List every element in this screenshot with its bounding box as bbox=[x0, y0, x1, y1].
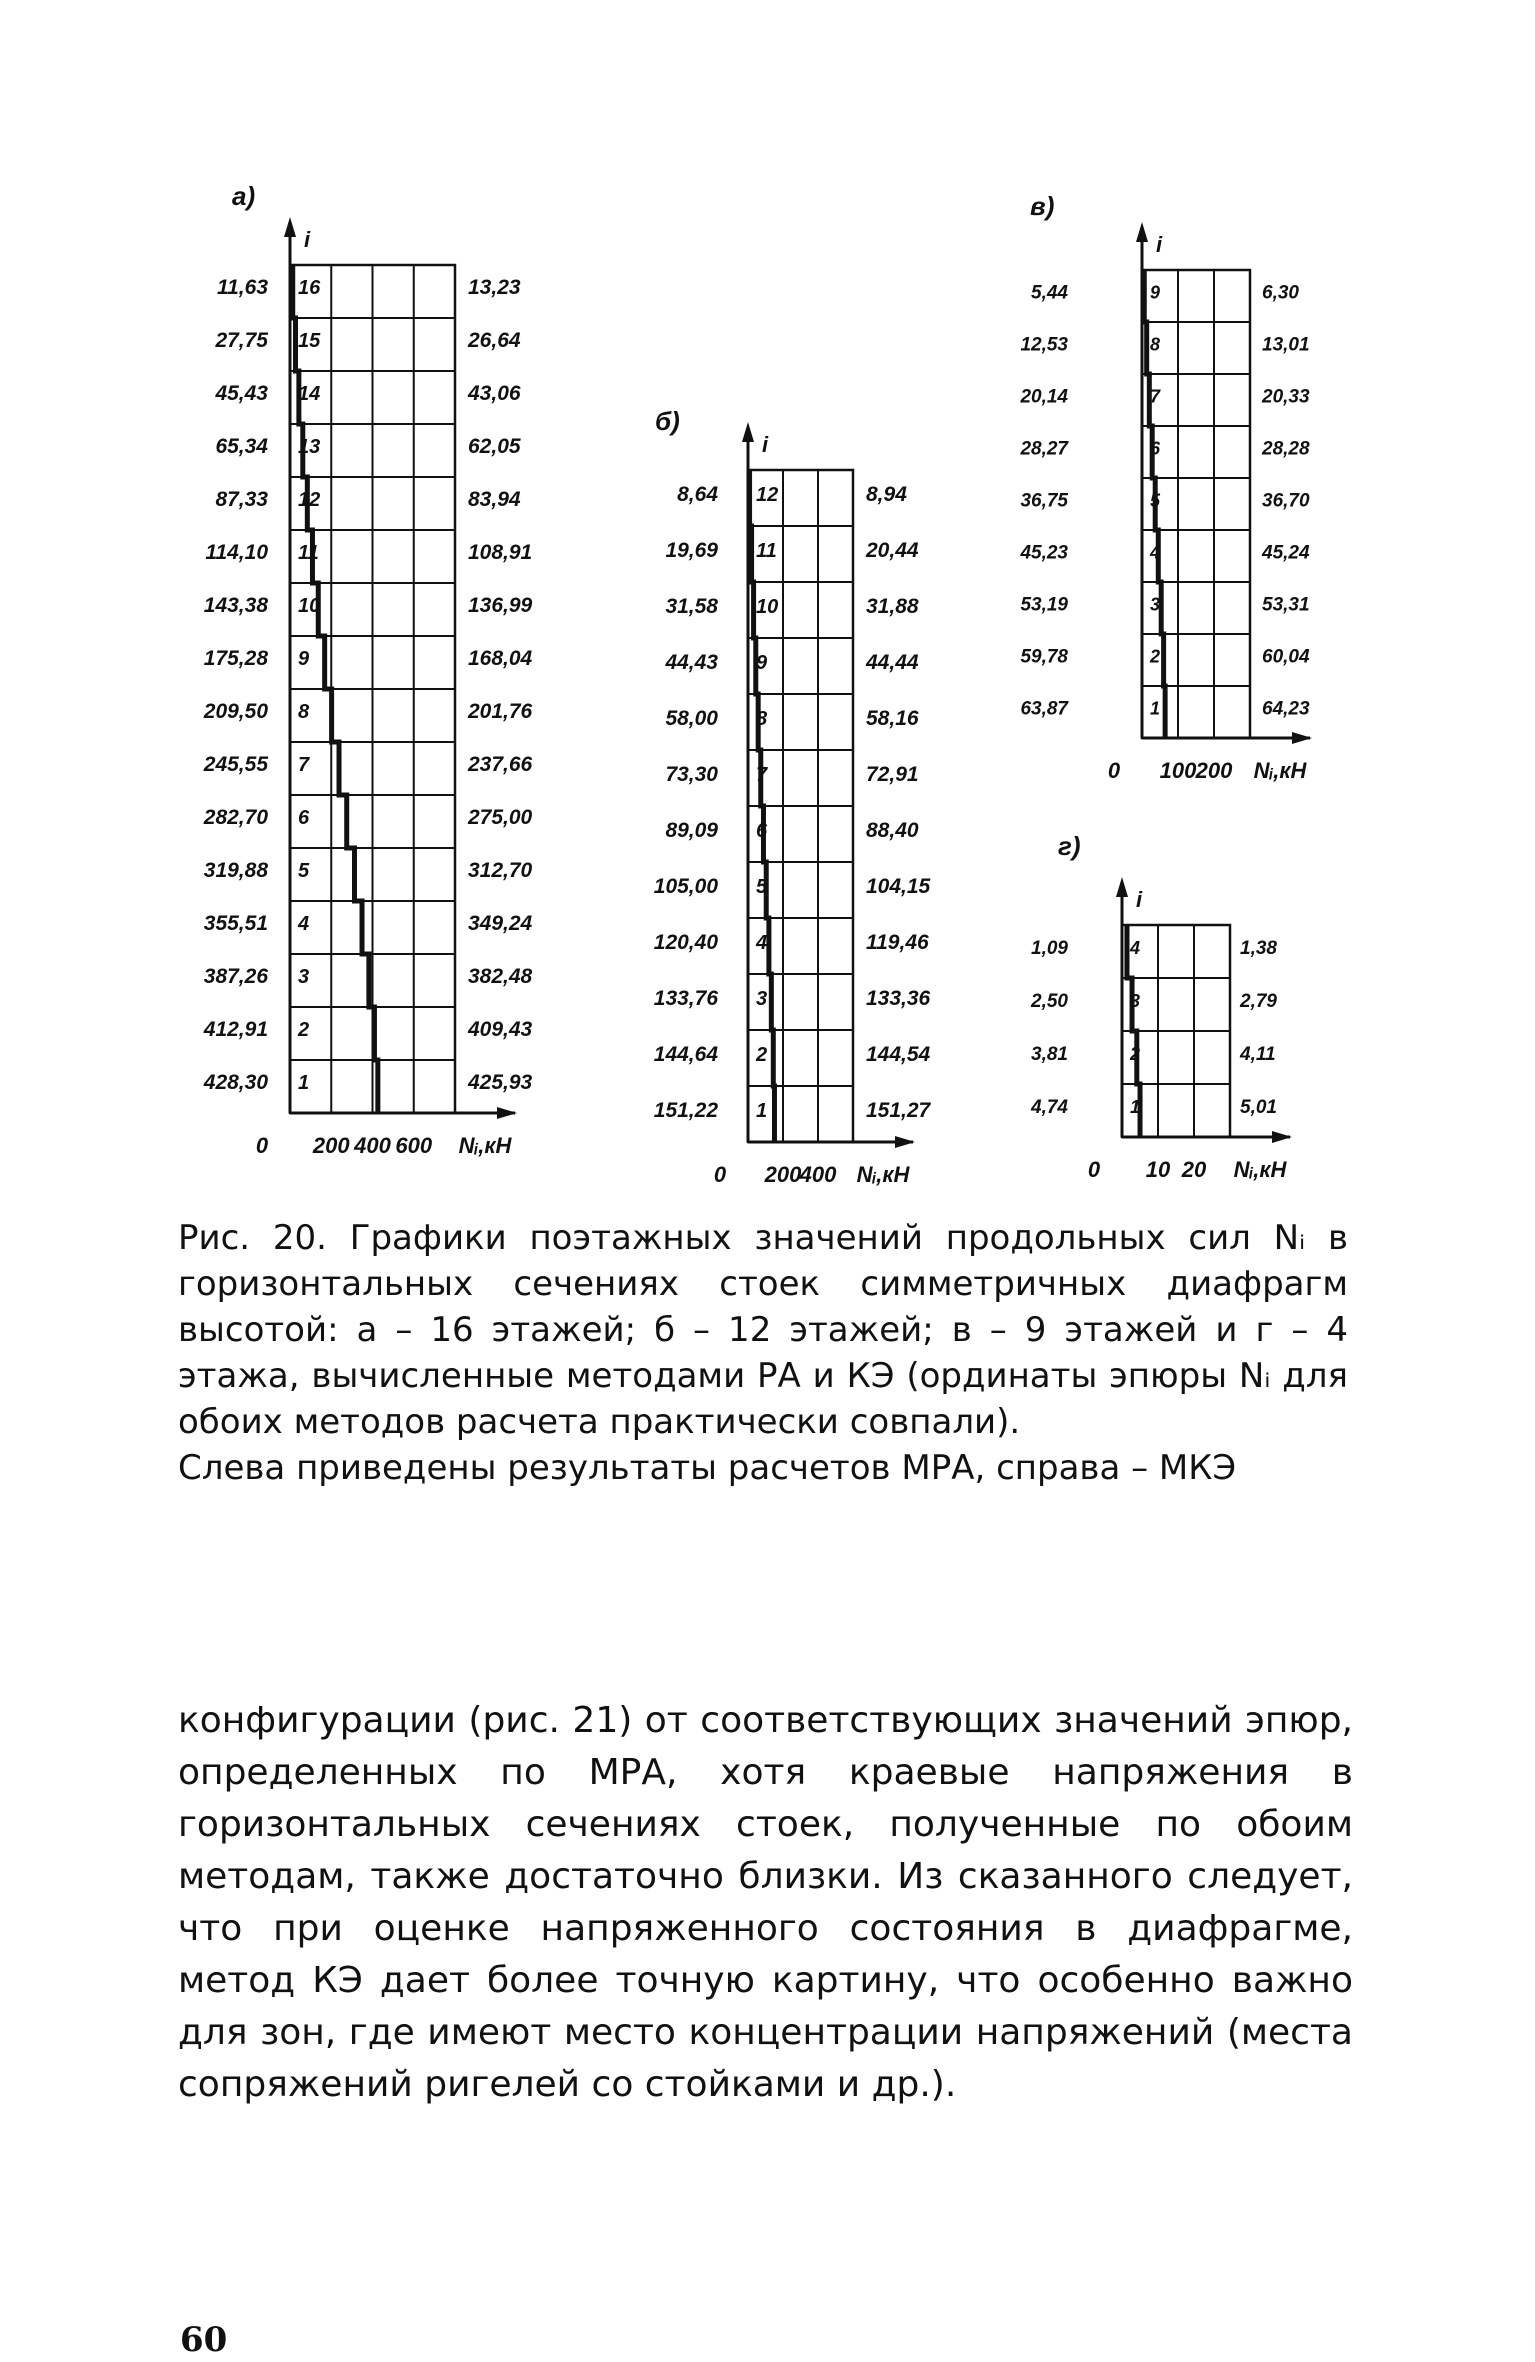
mra-value-label: 412,91 bbox=[203, 1018, 268, 1042]
y-axis-arrow bbox=[1136, 222, 1148, 242]
mra-value-label: 27,75 bbox=[215, 329, 268, 353]
mra-value-label: 355,51 bbox=[203, 912, 268, 936]
floor-number: 15 bbox=[298, 330, 321, 353]
mra-value-label: 387,26 bbox=[203, 965, 268, 989]
x-axis-label: Nᵢ,кН bbox=[1233, 1157, 1287, 1182]
floor-number: 6 bbox=[298, 807, 310, 830]
floor-number: 5 bbox=[756, 875, 768, 898]
mra-value-label: 2,50 bbox=[1031, 991, 1068, 1013]
x-tick-label: 200 bbox=[764, 1162, 802, 1187]
floor-number: 1 bbox=[756, 1099, 768, 1122]
mke-value-label: 53,31 bbox=[1262, 594, 1310, 616]
mke-value-label: 425,93 bbox=[468, 1071, 533, 1095]
mra-value-label: 114,10 bbox=[205, 541, 268, 565]
x-tick-label: 200 bbox=[1195, 758, 1233, 783]
mke-value-label: 60,04 bbox=[1262, 646, 1310, 668]
mke-value-label: 8,94 bbox=[866, 482, 907, 506]
mke-value-label: 104,15 bbox=[866, 874, 931, 898]
x-tick-label: 10 bbox=[1145, 1157, 1171, 1182]
mke-value-label: 312,70 bbox=[468, 859, 533, 883]
floor-number: 11 bbox=[756, 539, 777, 562]
mra-value-label: 428,30 bbox=[203, 1071, 268, 1095]
floor-number: 5 bbox=[298, 860, 310, 883]
panel-label: в) bbox=[1030, 191, 1055, 221]
mra-value-label: 1,09 bbox=[1031, 938, 1068, 960]
floor-number: 2 bbox=[1130, 1044, 1141, 1065]
floor-number: 1 bbox=[298, 1072, 310, 1095]
x-axis-arrow bbox=[1272, 1131, 1292, 1143]
floor-number: 4 bbox=[756, 931, 768, 954]
mke-value-label: 20,33 bbox=[1262, 386, 1310, 408]
mke-value-label: 1,38 bbox=[1240, 938, 1277, 960]
floor-number: 8 bbox=[1150, 334, 1161, 355]
mke-value-label: 4,11 bbox=[1240, 1044, 1276, 1066]
mke-value-label: 275,00 bbox=[468, 806, 533, 830]
caption-line-1: Рис. 20. Графики поэтажных значений продольных сил Nᵢ в горизонтальных сечениях стоек симметричных диафрагм высотой: а – 16 этажей; б – 12 этажей; в – 9 этажей и г – 4 этажа, вычисленные методами РА и КЭ (ординаты эпюры Nᵢ для обоих методов расчета практически совпали). bbox=[178, 1218, 1348, 1442]
floor-number: 10 bbox=[298, 595, 321, 618]
mke-value-label: 20,44 bbox=[866, 538, 919, 562]
x-tick-label: 0 bbox=[255, 1133, 269, 1158]
mke-value-label: 136,99 bbox=[468, 594, 533, 618]
floor-number: 5 bbox=[1150, 490, 1161, 511]
x-tick-label: 200 bbox=[312, 1133, 350, 1158]
panel-label: а) bbox=[232, 181, 256, 211]
mra-value-label: 151,22 bbox=[653, 1098, 718, 1122]
mra-value-label: 319,88 bbox=[203, 859, 268, 883]
axis-i-label: i bbox=[304, 227, 311, 252]
mke-value-label: 43,06 bbox=[468, 382, 521, 406]
y-axis-arrow bbox=[284, 217, 296, 237]
mke-value-label: 28,28 bbox=[1262, 438, 1310, 460]
floor-number: 12 bbox=[756, 483, 779, 506]
mra-value-label: 133,76 bbox=[653, 986, 718, 1010]
panel-label: б) bbox=[655, 406, 680, 436]
x-tick-label: 600 bbox=[395, 1133, 433, 1158]
mke-value-label: 13,01 bbox=[1262, 334, 1310, 356]
floor-number: 7 bbox=[756, 763, 768, 786]
mke-value-label: 13,23 bbox=[468, 276, 521, 300]
mra-value-label: 53,19 bbox=[1020, 594, 1068, 616]
mra-value-label: 87,33 bbox=[215, 488, 268, 512]
floor-number: 6 bbox=[1150, 438, 1161, 459]
mke-value-label: 44,44 bbox=[866, 650, 919, 674]
mra-value-label: 282,70 bbox=[203, 806, 268, 830]
mra-value-label: 209,50 bbox=[203, 700, 268, 724]
floor-number: 12 bbox=[298, 489, 321, 512]
mke-value-label: 168,04 bbox=[468, 647, 533, 671]
mra-value-label: 36,75 bbox=[1020, 490, 1068, 512]
x-tick-label: 400 bbox=[799, 1162, 837, 1187]
floor-number: 1 bbox=[1130, 1097, 1141, 1118]
mra-value-label: 143,38 bbox=[203, 594, 268, 618]
mke-value-label: 108,91 bbox=[468, 541, 533, 565]
mke-value-label: 349,24 bbox=[468, 912, 533, 936]
mke-value-label: 83,94 bbox=[468, 488, 521, 512]
mra-value-label: 19,69 bbox=[665, 538, 718, 562]
mke-value-label: 133,36 bbox=[866, 986, 931, 1010]
page-number: 60 bbox=[180, 2320, 228, 2360]
floor-number: 9 bbox=[1150, 282, 1161, 303]
axis-i-label: i bbox=[1136, 887, 1143, 912]
floor-number: 10 bbox=[756, 595, 779, 618]
floor-number: 14 bbox=[298, 383, 321, 406]
x-axis-label: Nᵢ,кН bbox=[458, 1133, 512, 1158]
floor-number: 7 bbox=[298, 754, 310, 777]
mra-value-label: 63,87 bbox=[1020, 698, 1068, 720]
mke-value-label: 409,43 bbox=[468, 1018, 533, 1042]
x-axis-arrow bbox=[1292, 732, 1312, 744]
mra-value-label: 58,00 bbox=[665, 706, 718, 730]
floor-number: 1 bbox=[1150, 698, 1161, 719]
mra-value-label: 20,14 bbox=[1020, 386, 1068, 408]
mra-value-label: 144,64 bbox=[653, 1042, 718, 1066]
mra-value-label: 89,09 bbox=[665, 818, 718, 842]
x-tick-label: 0 bbox=[1087, 1157, 1101, 1182]
floor-number: 6 bbox=[756, 819, 768, 842]
x-axis-arrow bbox=[895, 1136, 915, 1148]
x-tick-label: 0 bbox=[1107, 758, 1121, 783]
floor-number: 2 bbox=[298, 1019, 310, 1042]
mra-value-label: 12,53 bbox=[1020, 334, 1068, 356]
mke-value-label: 72,91 bbox=[866, 762, 919, 786]
mra-value-label: 11,63 bbox=[217, 276, 268, 300]
floor-number: 7 bbox=[1150, 386, 1161, 407]
mra-value-label: 73,30 bbox=[665, 762, 718, 786]
mke-value-label: 119,46 bbox=[866, 930, 929, 954]
floor-number: 3 bbox=[1150, 594, 1161, 615]
mra-value-label: 8,64 bbox=[677, 482, 718, 506]
floor-number: 4 bbox=[298, 913, 310, 936]
floor-number: 2 bbox=[1150, 646, 1161, 667]
mra-value-label: 4,74 bbox=[1031, 1097, 1068, 1119]
axis-i-label: i bbox=[1156, 232, 1163, 257]
x-axis-label: Nᵢ,кН bbox=[856, 1162, 910, 1187]
mra-value-label: 65,34 bbox=[215, 435, 268, 459]
mke-value-label: 88,40 bbox=[866, 818, 919, 842]
x-tick-label: 400 bbox=[354, 1133, 391, 1158]
x-tick-label: 20 bbox=[1181, 1157, 1207, 1182]
floor-number: 8 bbox=[756, 707, 768, 730]
mke-value-label: 36,70 bbox=[1262, 490, 1310, 512]
mke-value-label: 6,30 bbox=[1262, 282, 1299, 304]
mra-value-label: 105,00 bbox=[653, 874, 718, 898]
mke-value-label: 26,64 bbox=[468, 329, 521, 353]
floor-number: 3 bbox=[298, 966, 310, 989]
mke-value-label: 62,05 bbox=[468, 435, 521, 459]
body-paragraph: конфигурации (рис. 21) от соответствующих значений эпюр, определенных по МРА, хотя краевые напряжения в горизонтальных сечениях стоек, полученные по обоим методам, также достаточно близки. Из сказанного следует, что при оценке напряженного состояния в диафрагме, метод КЭ дает более точную картину, что особенно важно для зон, где имеют место концентрации напряжений (места сопряжений ригелей со стойками и др.). bbox=[178, 1700, 1353, 2105]
mke-value-label: 237,66 bbox=[468, 753, 533, 777]
y-axis-arrow bbox=[742, 422, 754, 442]
floor-number: 9 bbox=[756, 651, 768, 674]
floor-number: 4 bbox=[1150, 542, 1161, 563]
floor-number: 9 bbox=[298, 648, 310, 671]
floor-number: 3 bbox=[756, 987, 768, 1010]
mke-value-label: 5,01 bbox=[1240, 1097, 1277, 1119]
mra-value-label: 45,43 bbox=[215, 382, 268, 406]
floor-number: 11 bbox=[298, 542, 319, 565]
y-axis-arrow bbox=[1116, 877, 1128, 897]
mke-value-label: 58,16 bbox=[866, 706, 919, 730]
mke-value-label: 45,24 bbox=[1262, 542, 1310, 564]
axis-i-label: i bbox=[762, 432, 769, 457]
mra-value-label: 5,44 bbox=[1031, 282, 1068, 304]
mke-value-label: 2,79 bbox=[1240, 991, 1277, 1013]
floor-number: 8 bbox=[298, 701, 310, 724]
mra-value-label: 31,58 bbox=[665, 594, 718, 618]
floor-number: 13 bbox=[298, 436, 321, 459]
mke-value-label: 144,54 bbox=[866, 1042, 931, 1066]
mke-value-label: 201,76 bbox=[468, 700, 533, 724]
mra-value-label: 59,78 bbox=[1020, 646, 1068, 668]
floor-number: 16 bbox=[298, 277, 321, 300]
x-tick-label: 0 bbox=[713, 1162, 727, 1187]
mke-value-label: 31,88 bbox=[866, 594, 919, 618]
mke-value-label: 382,48 bbox=[468, 965, 533, 989]
mra-value-label: 120,40 bbox=[653, 930, 718, 954]
floor-number: 4 bbox=[1130, 938, 1141, 959]
mke-value-label: 151,27 bbox=[866, 1098, 931, 1122]
x-axis-arrow bbox=[497, 1107, 517, 1119]
mra-value-label: 245,55 bbox=[203, 753, 268, 777]
x-axis-label: Nᵢ,кН bbox=[1253, 758, 1307, 783]
mra-value-label: 28,27 bbox=[1020, 438, 1068, 460]
mra-value-label: 3,81 bbox=[1031, 1044, 1068, 1066]
caption-line-2: Слева приведены результаты расчетов МРА, справа – МКЭ bbox=[178, 1448, 1237, 1488]
floor-number: 2 bbox=[756, 1043, 768, 1066]
figure-caption bbox=[178, 1215, 1348, 1491]
floor-number: 3 bbox=[1130, 991, 1141, 1012]
mra-value-label: 44,43 bbox=[665, 650, 718, 674]
panel-label: г) bbox=[1058, 831, 1081, 861]
mke-value-label: 64,23 bbox=[1262, 698, 1310, 720]
mra-value-label: 175,28 bbox=[203, 647, 268, 671]
x-tick-label: 100 bbox=[1159, 758, 1197, 783]
mra-value-label: 45,23 bbox=[1020, 542, 1068, 564]
